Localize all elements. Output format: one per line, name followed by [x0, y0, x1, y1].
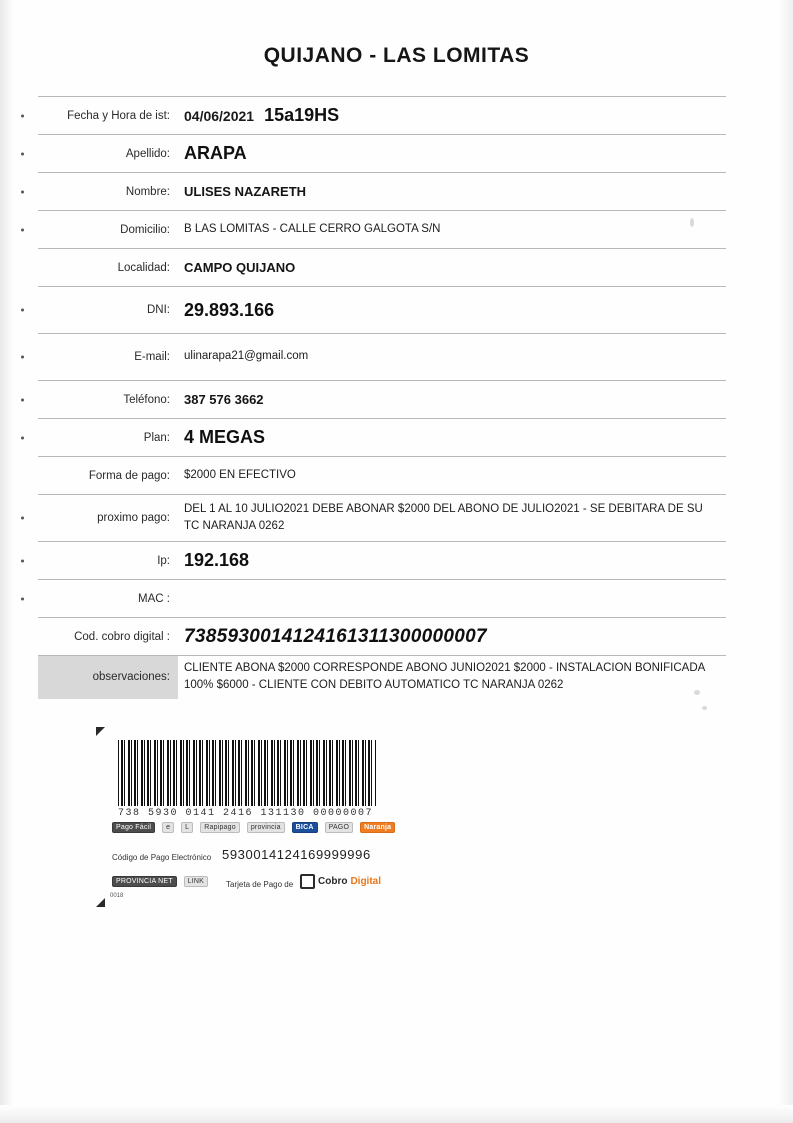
margin-bullet	[21, 436, 24, 439]
form-row-localidad	[38, 249, 726, 287]
pago-logo-icon: PAGO	[325, 822, 354, 833]
value-plan: 4 MEGAS	[184, 427, 266, 447]
label-cod-cobro-digital: Cod. cobro digital :	[74, 630, 170, 643]
margin-bullet	[21, 356, 24, 359]
value-email: ulinarapa21@gmail.com	[184, 350, 309, 363]
scan-edge-left	[0, 0, 14, 1123]
margin-bullet	[21, 398, 24, 401]
form-row-fecha	[38, 96, 726, 135]
form-row-plan	[38, 419, 726, 457]
label-apellido: Apellido:	[125, 147, 170, 160]
label-observaciones: observaciones:	[38, 656, 178, 699]
label-proximo-pago: proximo pago:	[97, 512, 170, 524]
form-row-apellido	[38, 135, 726, 173]
margin-bullet	[21, 517, 24, 520]
margin-bullet	[21, 559, 24, 562]
label-domicilio: Domicilio:	[120, 223, 170, 236]
label-nombre: Nombre:	[125, 185, 170, 198]
barcode-bars	[118, 740, 376, 806]
label-localidad: Localidad:	[117, 261, 170, 274]
form-row-dni	[38, 287, 726, 334]
label-email: E-mail:	[134, 351, 170, 363]
payment-network-logos-row-1	[112, 822, 395, 833]
value-dni: 29.893.166	[184, 299, 275, 320]
value-cod-cobro-digital: 7385930014124161311300000007	[184, 625, 487, 647]
value-apellido: ARAPA	[184, 143, 247, 163]
barcode-corner-marks	[96, 727, 396, 737]
payment-barcode-block	[96, 727, 396, 819]
naranja-logo-icon: Naranja	[360, 822, 395, 833]
margin-bullet	[21, 114, 24, 117]
cobrodigital-square-icon	[300, 874, 315, 889]
rapipago-logo-icon: Rapipago	[200, 822, 240, 833]
barcode-digits: 738 5930 0141 2416 131130 00000007	[118, 808, 374, 819]
page-title: QUIJANO - LAS LOMITAS	[263, 44, 530, 67]
link-logo-icon: LINK	[184, 876, 208, 887]
margin-bullet	[21, 597, 24, 600]
margin-bullet	[21, 190, 24, 193]
value-fecha-date: 04/06/2021	[184, 107, 255, 124]
card-payment-label: Tarjeta de Pago de	[226, 880, 294, 889]
customer-form	[38, 96, 726, 699]
value-telefono: 387 576 3662	[184, 392, 264, 407]
form-row-domicilio	[38, 211, 726, 249]
margin-bullet	[21, 152, 24, 155]
label-ip: Ip:	[157, 554, 170, 567]
label-mac: MAC :	[138, 592, 170, 605]
payment-network-logos-row-2	[112, 876, 208, 887]
value-domicilio: B LAS LOMITAS - CALLE CERRO GALGOTA S/N	[184, 222, 441, 235]
bica-logo-icon: BICA	[292, 822, 318, 833]
form-row-mac	[38, 580, 726, 618]
provincianet-logo-icon: PROVINCIA NET	[112, 876, 177, 887]
pagofacil-logo-icon: Pago Fácil	[112, 822, 155, 833]
value-fecha-time: 15a19HS	[264, 105, 340, 125]
label-dni: DNI:	[147, 304, 170, 316]
form-row-telefono	[38, 381, 726, 419]
form-row-forma-pago	[38, 457, 726, 495]
cobrodigital-word-cobro: Cobro	[318, 876, 348, 887]
margin-bullet	[21, 309, 24, 312]
form-row-observaciones	[38, 656, 726, 699]
stub-tiny-code: 0018	[110, 893, 124, 899]
value-mac	[178, 580, 726, 617]
e-logo-icon: e	[162, 822, 174, 833]
scan-speck	[694, 690, 700, 695]
corner-mark-icon	[96, 727, 105, 736]
electronic-payment-label: Código de Pago Electrónico	[112, 853, 212, 862]
provincia-logo-icon: provincia	[247, 822, 285, 833]
scan-edge-bottom	[0, 1105, 793, 1123]
value-ip: 192.168	[184, 550, 250, 570]
label-plan: Plan:	[143, 431, 170, 444]
form-row-email	[38, 334, 726, 381]
electronic-payment-code: 5930014124169999996	[222, 847, 371, 862]
label-forma-pago: Forma de pago:	[88, 469, 170, 482]
value-observaciones: CLIENTE ABONA $2000 CORRESPONDE ABONO JUNIO2021 $2000 - INSTALACION BONIFICADA 100% $6000 - CLIENTE CON DEBITO AUTOMATICO TC NARANJA 0262	[184, 662, 705, 692]
value-forma-pago: $2000 EN EFECTIVO	[184, 468, 296, 481]
cobrodigital-word-digital: Digital	[350, 876, 382, 887]
form-row-nombre	[38, 173, 726, 211]
form-row-ip	[38, 542, 726, 580]
cobrodigital-logo-icon	[300, 874, 381, 889]
form-row-cod-cobro-digital	[38, 618, 726, 656]
value-proximo-pago: DEL 1 AL 10 JULIO2021 DEBE ABONAR $2000 DEL ABONO DE JULIO2021 - SE DEBITARA DE SU TC NARANJA 0262	[184, 502, 703, 532]
form-row-proximo-pago	[38, 495, 726, 542]
scan-speck	[702, 706, 707, 710]
l-logo-icon: L	[181, 822, 193, 833]
value-localidad: CAMPO QUIJANO	[184, 260, 296, 275]
scan-edge-right	[777, 0, 793, 1123]
corner-mark-bottom-icon	[96, 898, 105, 907]
scan-speck	[690, 218, 694, 227]
margin-bullet	[21, 228, 24, 231]
label-telefono: Teléfono:	[123, 393, 170, 406]
label-fecha: Fecha y Hora de ist:	[67, 109, 170, 122]
value-nombre: ULISES NAZARETH	[184, 184, 307, 199]
value-fecha	[178, 97, 726, 134]
